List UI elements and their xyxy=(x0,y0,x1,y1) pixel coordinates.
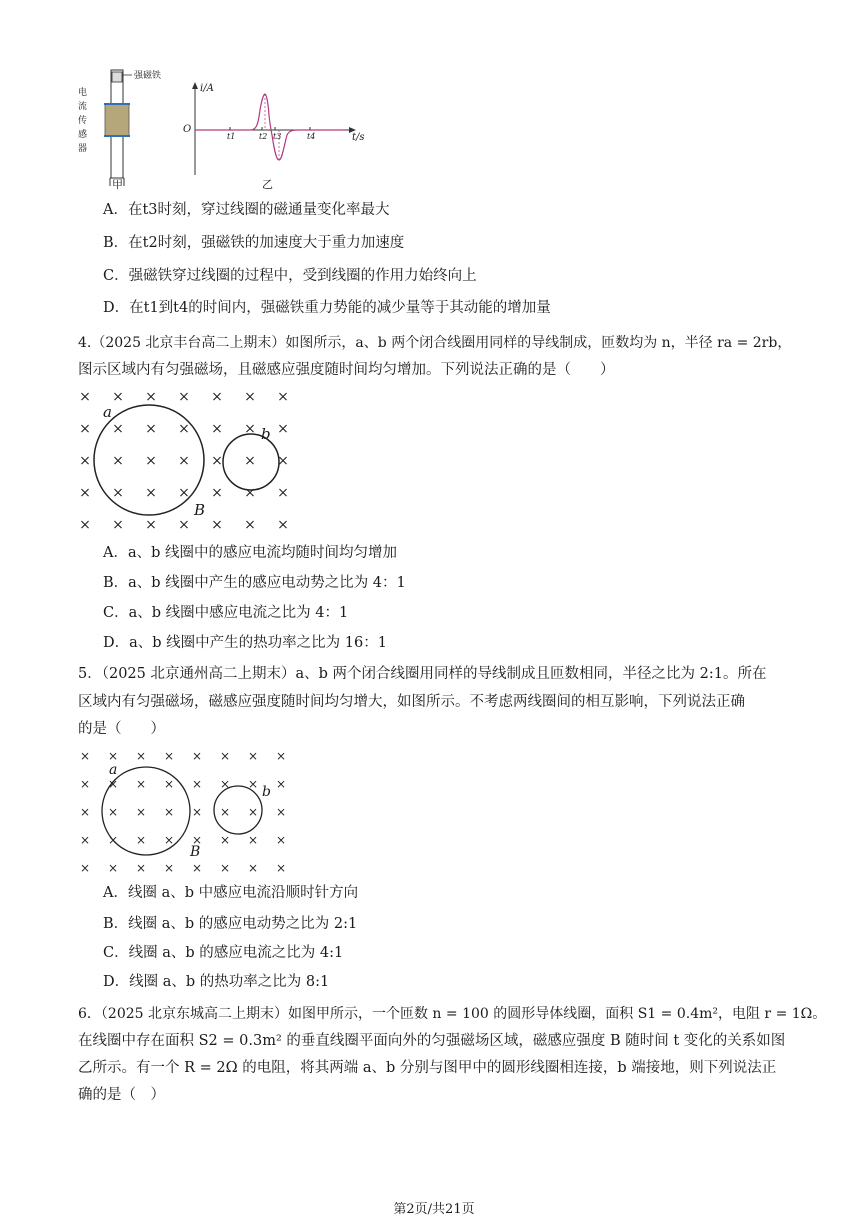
field-cross: × xyxy=(135,749,147,763)
field-cross: × xyxy=(219,749,231,763)
sensor-label: 电 流 传 感 器 xyxy=(78,88,88,154)
q6-stem-line2: 在线圈中存在面积 S2 = 0.3m² 的垂直线圈平面向外的匀强磁场区域，磁感应强度 B 随时间 t 变化的关系如图 xyxy=(78,1033,786,1049)
q4-option-d: D．a、b 线圈中产生的热功率之比为 16：1 xyxy=(103,635,387,651)
field-cross: × xyxy=(112,453,124,469)
tick-t1: t1 xyxy=(227,132,236,141)
field-cross: × xyxy=(145,485,157,501)
field-cross: × xyxy=(244,485,256,501)
q5-option-b: B．线圈 a、b 的感应电动势之比为 2:1 xyxy=(103,916,358,932)
field-cross: × xyxy=(135,805,147,819)
field-cross: × xyxy=(191,833,203,847)
coil-b-label: b xyxy=(262,784,271,800)
q5-field-figure xyxy=(74,746,294,876)
field-cross: × xyxy=(247,805,259,819)
field-cross: × xyxy=(178,485,190,501)
q5-option-c: C．线圈 a、b 的感应电流之比为 4:1 xyxy=(103,945,344,961)
field-cross: × xyxy=(211,389,223,405)
graph-xlabel: t/s xyxy=(352,132,365,143)
field-cross: × xyxy=(163,861,175,875)
field-cross: × xyxy=(112,517,124,533)
field-cross: × xyxy=(247,749,259,763)
field-cross: × xyxy=(219,777,231,791)
field-cross: × xyxy=(244,517,256,533)
q4-option-a: A．a、b 线圈中的感应电流均随时间均匀增加 xyxy=(103,545,398,561)
field-cross: × xyxy=(247,861,259,875)
tick-t2: t2 xyxy=(259,132,268,141)
field-cross: × xyxy=(145,517,157,533)
field-cross: × xyxy=(135,777,147,791)
field-cross: × xyxy=(107,749,119,763)
field-cross: × xyxy=(79,517,91,533)
q4-option-c: C．a、b 线圈中感应电流之比为 4：1 xyxy=(103,605,349,621)
field-cross: × xyxy=(244,389,256,405)
field-cross: × xyxy=(107,833,119,847)
q4-stem-line2: 图示区域内有匀强磁场，且磁感应强度随时间均匀增加。下列说法正确的是（ ） xyxy=(78,362,615,378)
field-cross: × xyxy=(211,485,223,501)
field-cross: × xyxy=(247,777,259,791)
field-cross: × xyxy=(211,517,223,533)
field-cross: × xyxy=(107,861,119,875)
field-cross: × xyxy=(277,517,289,533)
field-cross: × xyxy=(112,421,124,437)
field-cross: × xyxy=(275,749,287,763)
field-cross: × xyxy=(275,833,287,847)
field-cross: × xyxy=(163,833,175,847)
field-cross: × xyxy=(163,749,175,763)
q5-stem-line1: 5．（2025 北京通州高二上期末）a、b 两个闭合线圈用同样的导线制成且匝数相同，半径之比为 2:1。所在 xyxy=(78,666,767,682)
field-cross: × xyxy=(277,389,289,405)
coil-a-label: a xyxy=(103,403,112,421)
q3-current-graph xyxy=(180,80,370,190)
field-cross: × xyxy=(219,861,231,875)
field-cross: × xyxy=(219,833,231,847)
field-cross: × xyxy=(112,485,124,501)
q6-stem-line3: 乙所示。有一个 R = 2Ω 的电阻，将其两端 a、b 分别与图甲中的圆形线圈相连接，b 端接地，则下列说法正 xyxy=(78,1060,777,1076)
field-cross: × xyxy=(79,453,91,469)
field-cross: × xyxy=(191,777,203,791)
q6-stem-line1: 6．（2025 北京东城高二上期末）如图甲所示，一个匝数 n = 100 的圆形导体线圈，面积 S1 = 0.4m²，电阻 r = 1Ω。 xyxy=(78,1006,827,1022)
field-cross: × xyxy=(178,389,190,405)
field-cross: × xyxy=(275,861,287,875)
field-cross: × xyxy=(277,485,289,501)
graph-ylabel: i/A xyxy=(200,83,214,94)
q4-stem-line1: 4.（2025 北京丰台高二上期末）如图所示，a、b 两个闭合线圈用同样的导线制成，匝数均为 n，半径 ra = 2rb， xyxy=(78,335,792,351)
q5-option-a: A．线圈 a、b 中感应电流沿顺时针方向 xyxy=(103,885,359,901)
field-cross: × xyxy=(79,805,91,819)
coil-b-label: b xyxy=(261,425,271,443)
field-B-label: B xyxy=(194,501,206,519)
field-cross: × xyxy=(135,833,147,847)
field-cross: × xyxy=(112,389,124,405)
field-B-label: B xyxy=(190,844,201,860)
field-cross: × xyxy=(275,805,287,819)
q3-option-a: A．在t3时刻，穿过线圈的磁通量变化率最大 xyxy=(103,202,390,218)
field-cross: × xyxy=(191,805,203,819)
field-cross: × xyxy=(79,777,91,791)
tick-t4: t4 xyxy=(307,132,316,141)
field-cross: × xyxy=(178,517,190,533)
field-cross: × xyxy=(191,861,203,875)
field-cross: × xyxy=(79,485,91,501)
field-cross: × xyxy=(145,421,157,437)
graph-origin: O xyxy=(183,124,192,135)
q3-option-c: C．强磁铁穿过线圈的过程中，受到线圈的作用力始终向上 xyxy=(103,268,477,284)
field-cross: × xyxy=(79,749,91,763)
q5-option-d: D．线圈 a、b 的热功率之比为 8:1 xyxy=(103,974,330,990)
field-cross: × xyxy=(277,453,289,469)
field-cross: × xyxy=(135,861,147,875)
field-cross: × xyxy=(275,777,287,791)
field-cross: × xyxy=(244,453,256,469)
q3-figure-left xyxy=(78,66,162,191)
q6-stem-line4: 确的是（ ） xyxy=(78,1087,165,1103)
q4-option-b: B．a、b 线圈中产生的感应电动势之比为 4：1 xyxy=(103,575,406,591)
field-cross: × xyxy=(191,749,203,763)
field-cross: × xyxy=(244,421,256,437)
coil-shape xyxy=(105,104,129,136)
field-cross: × xyxy=(247,833,259,847)
field-cross: × xyxy=(163,777,175,791)
tick-t3: t3 xyxy=(273,132,282,141)
field-cross: × xyxy=(145,453,157,469)
q5-stem-line3: 的是（ ） xyxy=(78,721,165,737)
field-cross: × xyxy=(211,453,223,469)
field-cross: × xyxy=(79,833,91,847)
q3-option-d: D．在t1到t4的时间内，强磁铁重力势能的减少量等于其动能的增加量 xyxy=(103,300,551,316)
field-cross: × xyxy=(178,421,190,437)
q3-option-b: B．在t2时刻，强磁铁的加速度大于重力加速度 xyxy=(103,235,405,251)
field-cross: × xyxy=(277,421,289,437)
field-cross: × xyxy=(107,805,119,819)
field-cross: × xyxy=(178,453,190,469)
page-number: 第2页/共21页 xyxy=(393,1202,475,1217)
field-cross: × xyxy=(79,421,91,437)
figure-caption-jia: 甲 xyxy=(112,178,123,191)
coil-a-label: a xyxy=(109,762,118,778)
field-cross: × xyxy=(219,805,231,819)
field-cross: × xyxy=(211,421,223,437)
field-cross: × xyxy=(145,389,157,405)
field-cross: × xyxy=(163,805,175,819)
field-cross: × xyxy=(107,777,119,791)
q4-field-figure xyxy=(70,385,300,535)
magnet-label: 强磁铁 xyxy=(134,71,162,81)
field-cross: × xyxy=(79,861,91,875)
q5-stem-line2: 区域内有匀强磁场，磁感应强度随时间均匀增大，如图所示。不考虑两线圈间的相互影响，下列说法正确 xyxy=(78,694,745,710)
magnet-shape xyxy=(112,72,122,82)
field-cross: × xyxy=(79,389,91,405)
figure-caption-yi: 乙 xyxy=(262,178,273,191)
current-curve xyxy=(195,94,345,160)
